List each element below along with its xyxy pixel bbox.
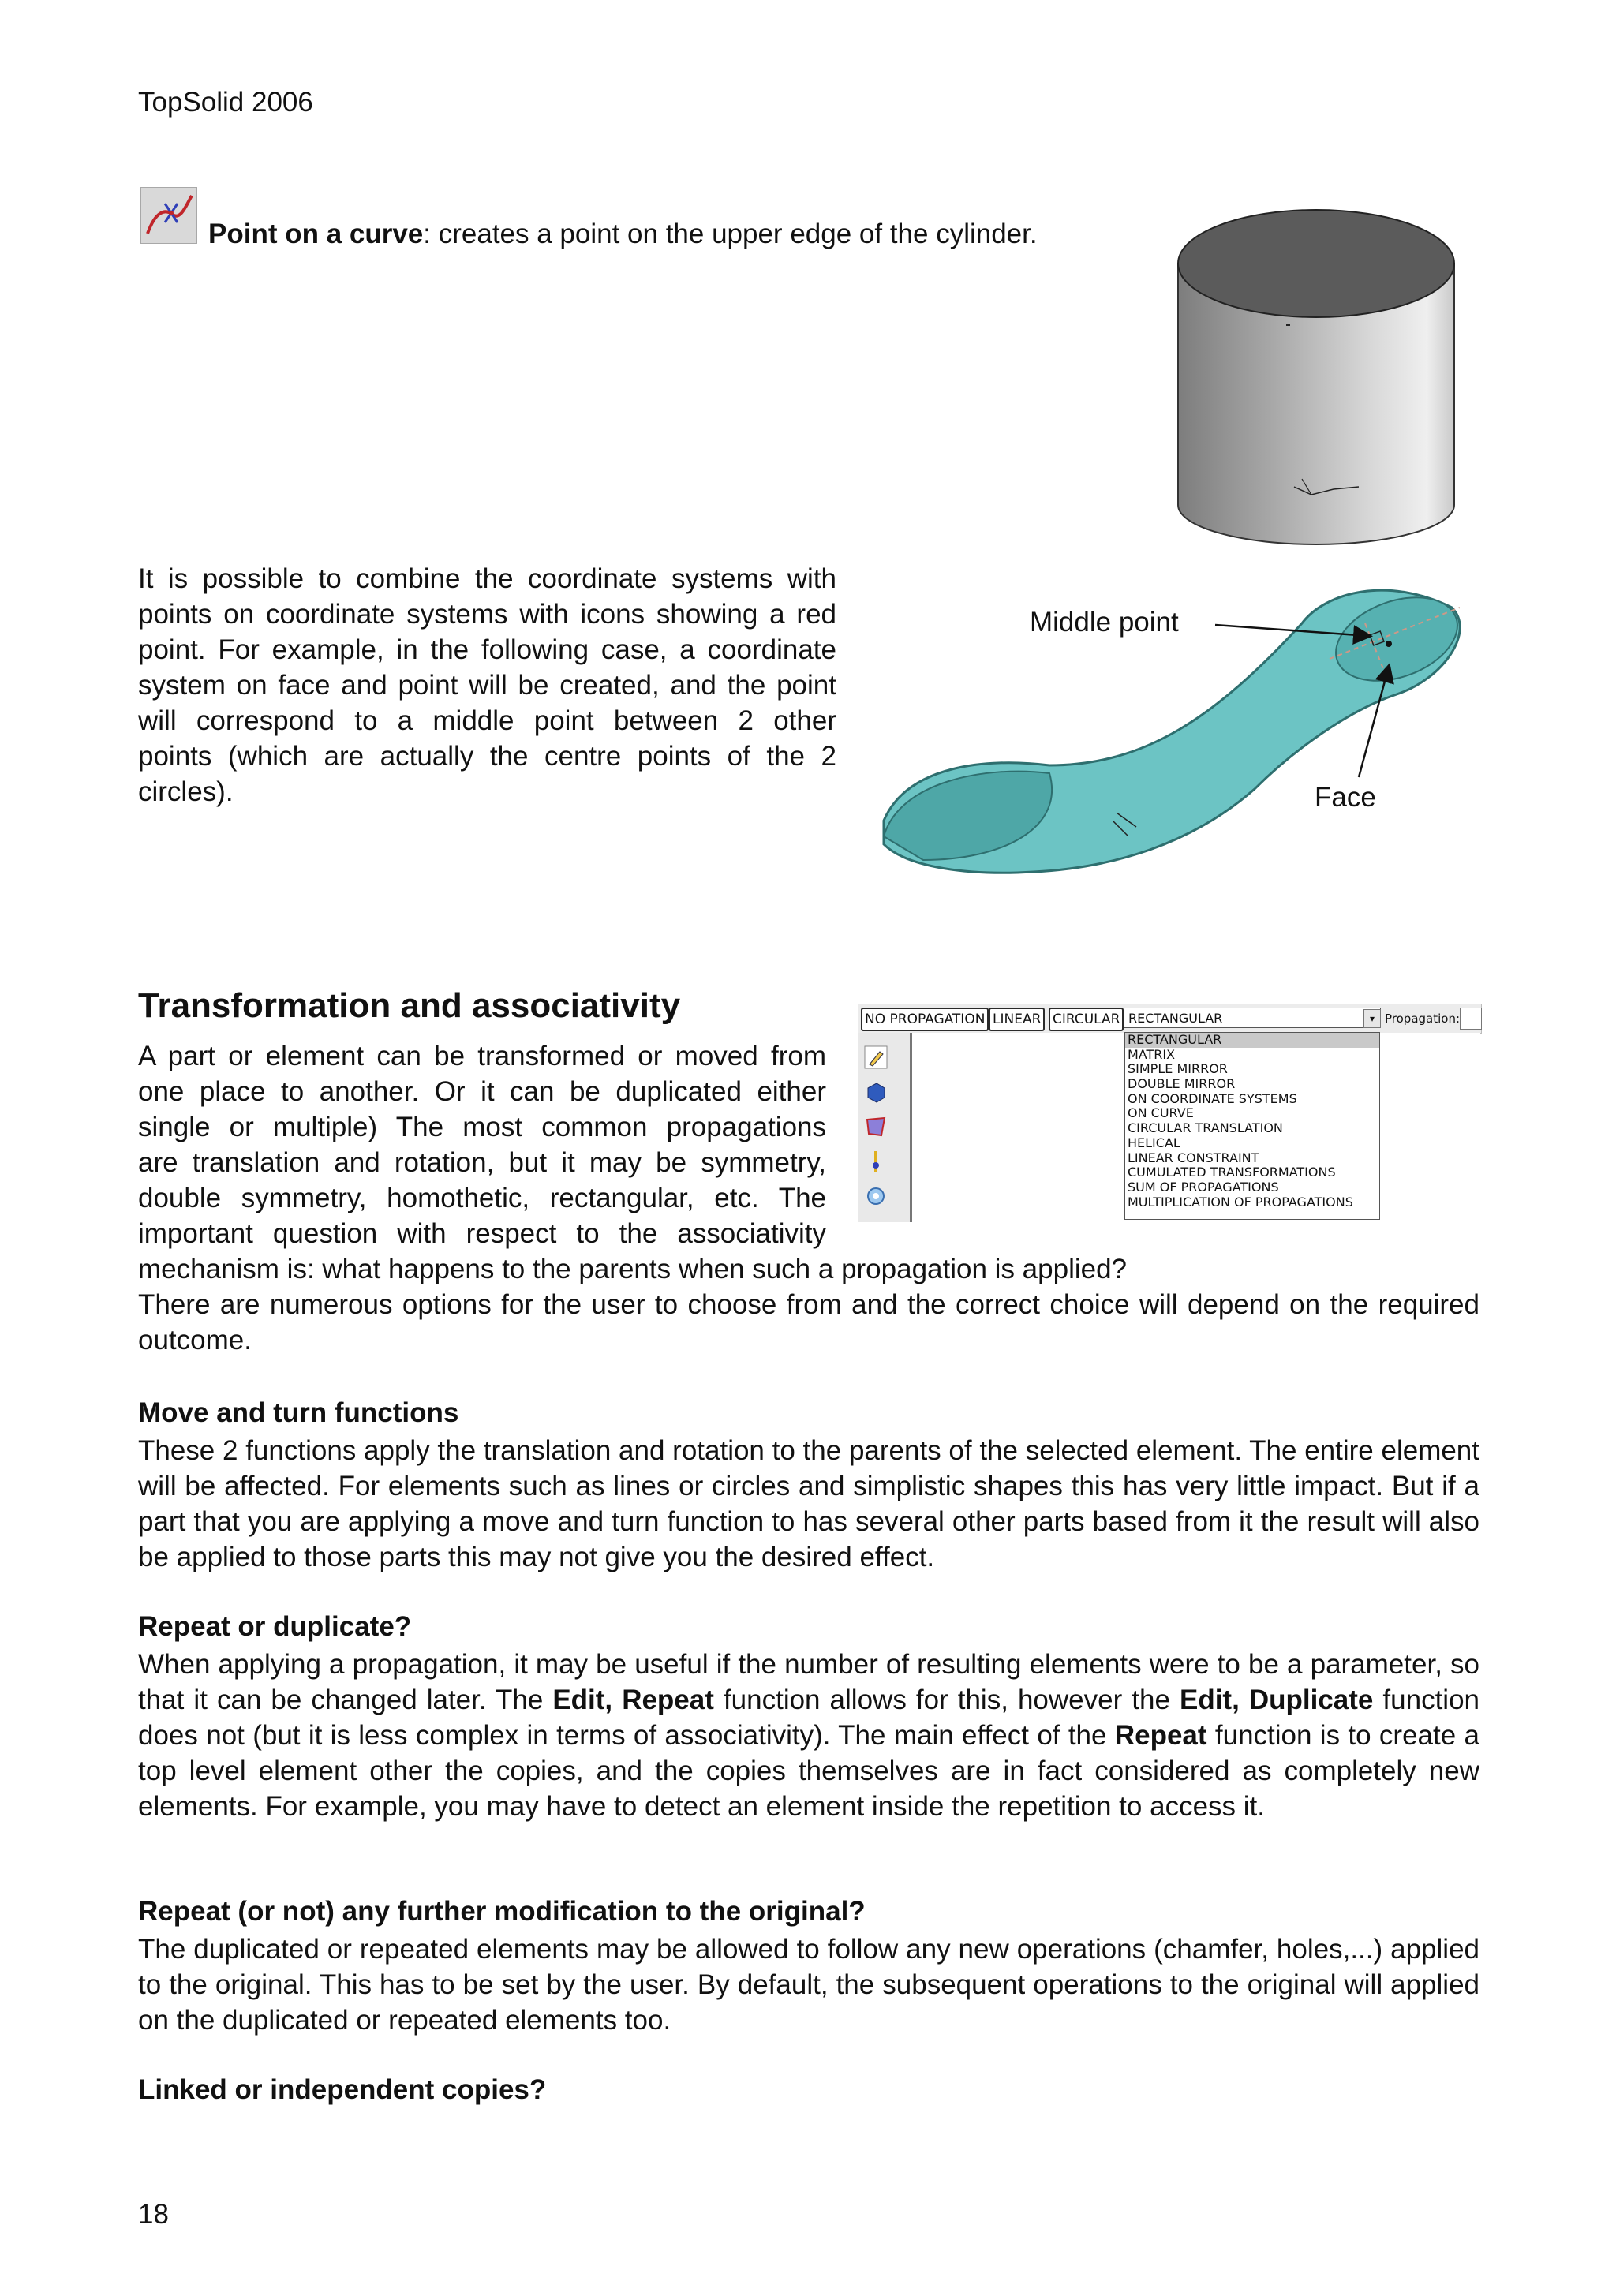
transformation-paragraph — [138, 1038, 826, 1251]
repeat-heading: Repeat or duplicate? — [138, 1611, 412, 1642]
propagation-label: Propagation: — [1385, 1012, 1461, 1026]
solid-icon[interactable] — [864, 1080, 888, 1104]
dropdown-option[interactable]: RECTANGULAR — [1125, 1033, 1379, 1048]
transformation-tail: mechanism is: what happens to the parents when such a propagation is applied? — [138, 1254, 1128, 1284]
repeat-term: Repeat — [1114, 1720, 1207, 1751]
propagation-field[interactable] — [1460, 1008, 1482, 1030]
repeat-text-1: When applying a propagation, it may be useful if the number of resulting elements were to be a parameter, so that it can be changed later. The — [138, 1649, 1479, 1715]
middle-point-label: Middle point — [1030, 607, 1179, 638]
dropdown-option[interactable]: SIMPLE MIRROR — [1128, 1061, 1228, 1077]
repeat-mod-heading: Repeat (or not) any further modification to the original? — [138, 1896, 866, 1927]
point-on-curve-label: Point on a curve — [208, 219, 424, 249]
dropdown-option[interactable]: ON COORDINATE SYSTEMS — [1128, 1090, 1297, 1106]
dropdown-option[interactable]: MATRIX — [1128, 1046, 1176, 1062]
circular-button[interactable]: CIRCULAR — [1049, 1008, 1124, 1031]
page-number: 18 — [138, 2199, 169, 2230]
point-tool-icon[interactable] — [864, 1150, 888, 1173]
dropdown-option[interactable]: LINEAR CONSTRAINT — [1128, 1150, 1259, 1165]
dropdown-option[interactable]: MULTIPLICATION OF PROPAGATIONS — [1128, 1194, 1353, 1210]
repeat-text-3: function does not (but it is less complex in terms of associativity). The main effect of the — [138, 1685, 1479, 1751]
point-on-curve-desc: : creates a point on the upper edge of the cylinder. — [423, 219, 1038, 249]
edit-repeat-term: Edit, Repeat — [552, 1685, 714, 1715]
dropdown-option[interactable]: CUMULATED TRANSFORMATIONS — [1128, 1165, 1336, 1180]
transformation-line: double symmetry, homothetic, rectangular, etc. The — [138, 1183, 826, 1213]
tool-palette — [858, 1033, 912, 1222]
coordinate-paragraph — [138, 561, 836, 810]
dropdown-option[interactable]: HELICAL — [1128, 1135, 1180, 1150]
move-turn-paragraph: These 2 functions apply the translation and rotation to the parents of the selected element. The entire element will be affected. For elements such as lines or circles and simplistic shapes this has very little impact. But if a part that you are applying a move and turn function to has several other parts based from it the result will also be applied to those parts this may not give you the desired effect. — [138, 1435, 1479, 1572]
surface-icon[interactable] — [864, 1115, 888, 1139]
propagation-select[interactable]: RECTANGULAR — [1124, 1008, 1381, 1028]
repeat-text-4: function is to create a top level element other the copies, and the copies themselves are in fact considered as completely new elements. For example, you may have to detect an element inside the repetition to access it. — [138, 1720, 1479, 1822]
transformation-line: one place to another. Or it can be duplicated either — [138, 1076, 826, 1107]
transformation-line: are translation and rotation, but it may be symmetry, — [138, 1147, 826, 1178]
coord-line: points (which are actually the centre points of the 2 — [138, 741, 836, 772]
coord-line: circles). — [138, 776, 234, 807]
transformation-line: A part or element can be transformed or moved from — [138, 1041, 826, 1071]
point-on-curve-icon — [140, 187, 197, 244]
dropdown-option[interactable]: SUM OF PROPAGATIONS — [1128, 1179, 1279, 1195]
chevron-down-icon[interactable]: ▾ — [1364, 1009, 1381, 1028]
transformation-heading: Transformation and associativity — [138, 986, 681, 1025]
propagation-dropdown — [1124, 1032, 1380, 1220]
transformation-line: single or multiple) The most common propagations — [138, 1112, 826, 1142]
pencil-icon[interactable] — [864, 1045, 888, 1069]
linear-button[interactable]: LINEAR — [989, 1008, 1045, 1031]
repeat-text-2: function allows for this, however the — [713, 1685, 1180, 1715]
dropdown-option[interactable]: ON CURVE — [1128, 1105, 1194, 1121]
coord-line: points on coordinate systems with icons showing a red — [138, 599, 836, 630]
edit-duplicate-term: Edit, Duplicate — [1179, 1685, 1374, 1715]
coord-line: point. For example, in the following case, a coordinate — [138, 634, 836, 665]
gear-icon[interactable] — [864, 1184, 888, 1208]
transformation-line: important question with respect to the associativity — [138, 1218, 826, 1249]
coord-line: It is possible to combine the coordinate systems with — [138, 563, 836, 594]
options-paragraph: There are numerous options for the user to choose from and the correct choice will depend on the required outcome. — [138, 1289, 1479, 1356]
point-on-curve-text — [208, 216, 1038, 252]
dropdown-option[interactable]: DOUBLE MIRROR — [1128, 1076, 1236, 1092]
face-label: Face — [1315, 782, 1376, 813]
page-header: TopSolid 2006 — [138, 87, 313, 118]
repeat-paragraph — [138, 1647, 1479, 1824]
cylinder-image — [1176, 207, 1457, 546]
propagation-toolbar — [858, 1004, 1482, 1034]
dropdown-option[interactable]: CIRCULAR TRANSLATION — [1128, 1120, 1283, 1136]
move-turn-heading: Move and turn functions — [138, 1397, 459, 1428]
coord-line: system on face and point will be created, and the point — [138, 670, 836, 701]
linked-heading: Linked or independent copies? — [138, 2074, 547, 2105]
no-propagation-button[interactable]: NO PROPAGATION — [861, 1008, 989, 1031]
annotation-arrows — [1207, 615, 1412, 805]
repeat-mod-paragraph: The duplicated or repeated elements may be allowed to follow any new operations (chamfer, holes,...) applied to the original. This has to be set by the user. By default, the subsequent operations to the original will applied on the duplicated or repeated elements too. — [138, 1934, 1479, 2036]
coord-line: will correspond to a middle point between 2 other — [138, 705, 836, 736]
